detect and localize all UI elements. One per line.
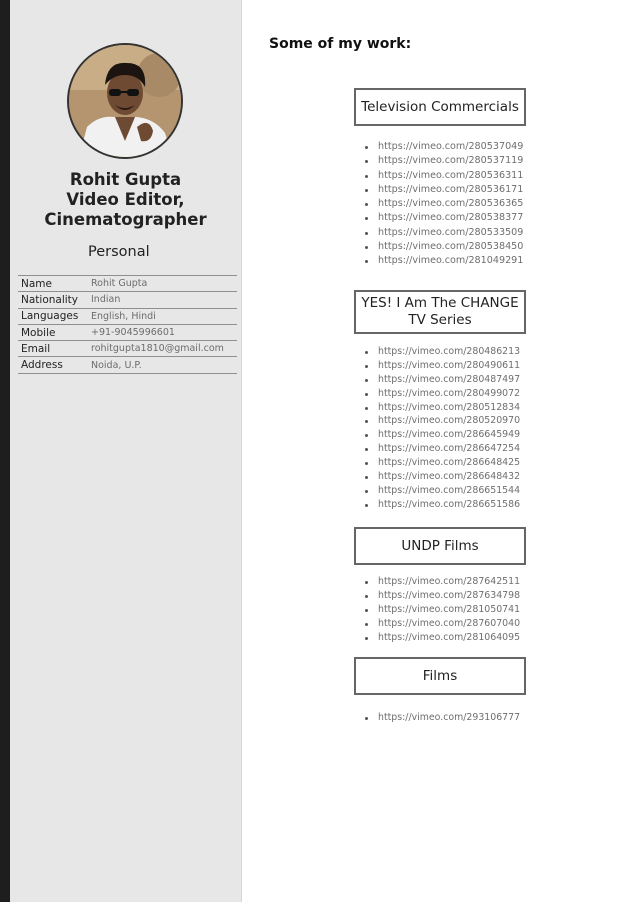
link-item[interactable]: https://vimeo.com/286648425 — [365, 456, 520, 470]
personal-info-table — [18, 275, 237, 374]
category-title: YES! I Am The CHANGE — [361, 295, 519, 311]
info-value: +91-9045996601 — [91, 327, 175, 339]
link-list-tv-series — [365, 345, 520, 512]
link-item[interactable]: https://vimeo.com/280512834 — [365, 401, 520, 415]
link-item[interactable]: https://vimeo.com/280499072 — [365, 387, 520, 401]
work-section-title: Some of my work: — [269, 36, 412, 52]
category-title: Films — [422, 667, 458, 684]
link-item[interactable]: https://vimeo.com/281050741 — [365, 603, 520, 617]
link-item[interactable]: https://vimeo.com/287634798 — [365, 589, 520, 603]
info-value: Indian — [91, 294, 121, 306]
link-item[interactable]: https://vimeo.com/280538450 — [365, 240, 523, 254]
personal-section-title: Personal — [88, 244, 150, 260]
profile-name-block — [10, 170, 241, 230]
profile-role-line1: Video Editor, — [66, 190, 185, 209]
profile-photo — [67, 43, 183, 159]
category-title: Television Commercials — [361, 98, 519, 115]
link-item[interactable]: https://vimeo.com/281064095 — [365, 631, 520, 645]
info-value: Noida, U.P. — [91, 359, 142, 371]
category-box-tv-commercials — [354, 88, 526, 126]
link-item[interactable]: https://vimeo.com/287607040 — [365, 617, 520, 631]
info-row-mobile — [18, 325, 237, 341]
link-item[interactable]: https://vimeo.com/286651586 — [365, 498, 520, 512]
info-row-nationality — [18, 292, 237, 308]
category-title: UNDP Films — [401, 537, 479, 554]
info-label: Nationality — [21, 293, 79, 306]
info-row-email — [18, 341, 237, 357]
link-item[interactable]: https://vimeo.com/280520970 — [365, 414, 520, 428]
info-row-languages — [18, 309, 237, 325]
link-item[interactable]: https://vimeo.com/280537049 — [365, 140, 523, 154]
info-value: rohitgupta1810@gmail.com — [91, 343, 224, 355]
link-list-tv-commercials — [365, 140, 523, 269]
sidebar — [10, 0, 242, 902]
info-value: English, Hindi — [91, 310, 156, 322]
profile-name: Rohit Gupta — [69, 170, 182, 189]
link-list-undp-films — [365, 575, 520, 645]
link-item[interactable]: https://vimeo.com/280487497 — [365, 373, 520, 387]
link-item[interactable]: https://vimeo.com/281049291 — [365, 254, 523, 268]
link-item[interactable]: https://vimeo.com/280486213 — [365, 345, 520, 359]
category-box-undp-films — [354, 527, 526, 565]
link-item[interactable]: https://vimeo.com/286651544 — [365, 484, 520, 498]
category-box-films — [354, 657, 526, 695]
link-item[interactable]: https://vimeo.com/286648432 — [365, 470, 520, 484]
link-item[interactable]: https://vimeo.com/286647254 — [365, 442, 520, 456]
category-box-tv-series — [354, 290, 526, 334]
info-label: Languages — [21, 310, 79, 323]
profile-role-line2: Cinematographer — [44, 210, 207, 229]
left-spine-bar — [0, 0, 10, 902]
link-item[interactable]: https://vimeo.com/280533509 — [365, 226, 523, 240]
info-value: Rohit Gupta — [91, 278, 148, 290]
link-item[interactable]: https://vimeo.com/280536311 — [365, 169, 523, 183]
profile-photo-illustration — [69, 45, 181, 157]
info-label: Email — [21, 342, 51, 355]
link-list-films — [365, 711, 520, 725]
link-item[interactable]: https://vimeo.com/293106777 — [365, 711, 520, 725]
link-item[interactable]: https://vimeo.com/280536365 — [365, 197, 523, 211]
info-row-address — [18, 357, 237, 373]
info-label: Address — [21, 359, 63, 372]
link-item[interactable]: https://vimeo.com/287642511 — [365, 575, 520, 589]
info-label: Name — [21, 277, 52, 290]
link-item[interactable]: https://vimeo.com/280537119 — [365, 154, 523, 168]
link-item[interactable]: https://vimeo.com/280538377 — [365, 211, 523, 225]
link-item[interactable]: https://vimeo.com/280490611 — [365, 359, 520, 373]
info-row-name — [18, 276, 237, 292]
link-item[interactable]: https://vimeo.com/280536171 — [365, 183, 523, 197]
link-item[interactable]: https://vimeo.com/286645949 — [365, 428, 520, 442]
info-label: Mobile — [21, 326, 56, 339]
category-subtitle: TV Series — [408, 312, 472, 328]
